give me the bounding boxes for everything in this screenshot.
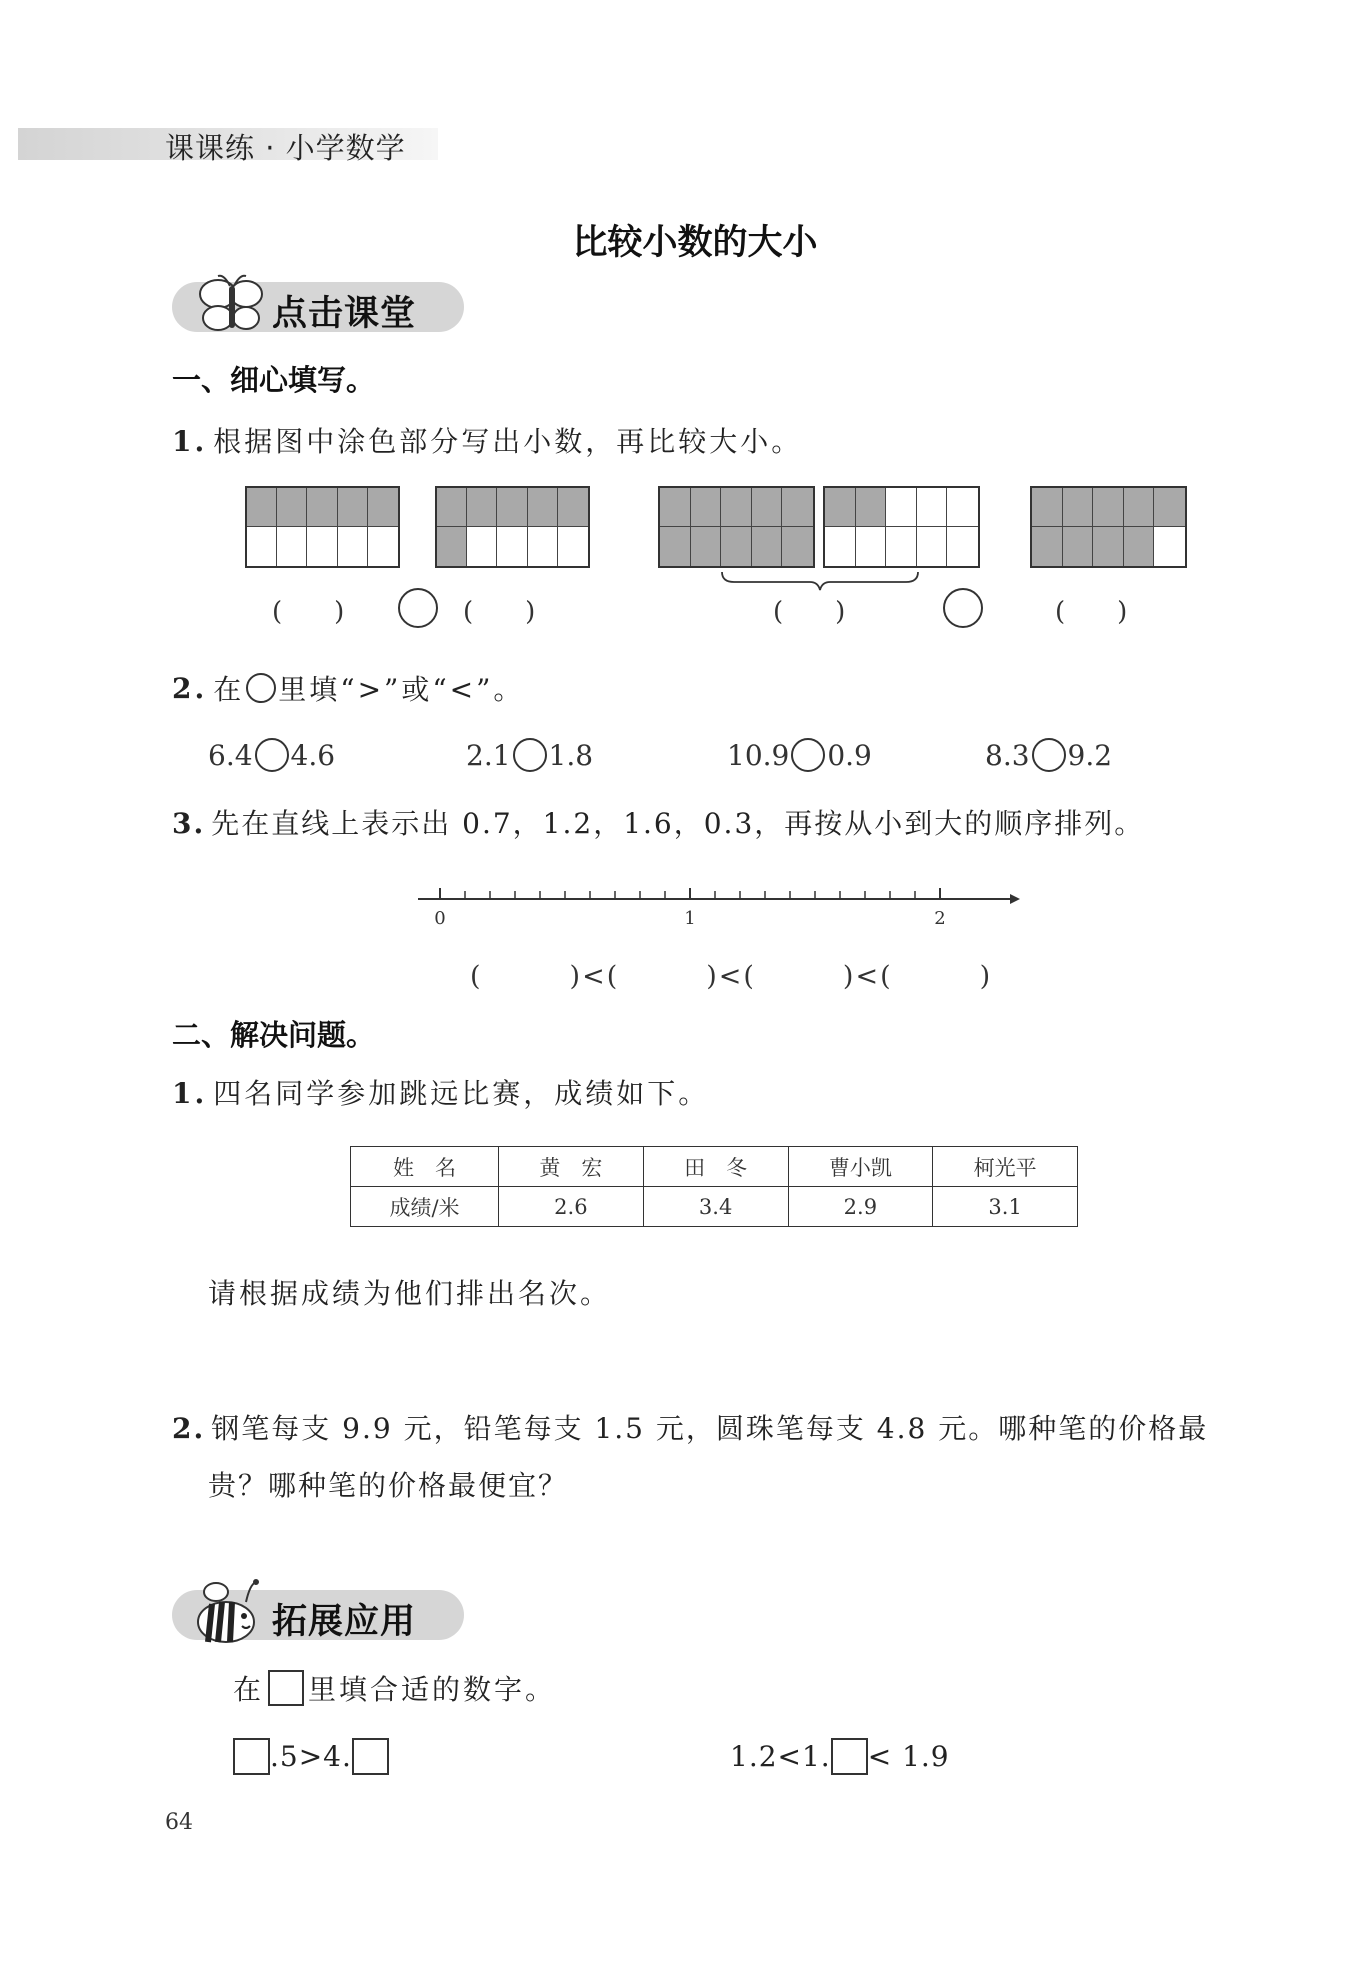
compare-pair: [985, 738, 1112, 772]
compare-right: 4.6: [290, 738, 336, 772]
compare-circle[interactable]: [398, 588, 438, 628]
grid-figure-4: [1030, 486, 1187, 568]
answer-box[interactable]: [831, 1738, 868, 1775]
grid-figure-3a: [658, 486, 815, 568]
answer-blank[interactable]: ( ): [463, 597, 536, 627]
instruction-before: 在: [233, 1673, 265, 1706]
table-cell: 田 冬: [643, 1147, 788, 1187]
question-number: 2.: [172, 1412, 206, 1445]
page-title: 比较小数的大小: [572, 223, 818, 263]
section1-heading: 一、细心填写。: [172, 363, 376, 397]
extend-exercise-2: [730, 1738, 950, 1775]
question-text: 四名同学参加跳远比赛，成绩如下。: [213, 1077, 710, 1110]
compare-circle[interactable]: [1032, 738, 1066, 772]
table-cell: 3.1: [933, 1187, 1078, 1227]
table-cell: 姓 名: [351, 1147, 499, 1187]
table-cell: 2.6: [499, 1187, 644, 1227]
question-number: 2.: [172, 671, 208, 705]
compare-pair: [466, 738, 593, 772]
question-text: 钢笔每支 9.9 元，铅笔每支 1.5 元，圆珠笔每支 4.8 元。哪种笔的价格最: [211, 1412, 1209, 1445]
table-cell: 柯光平: [933, 1147, 1078, 1187]
exercise-text-left: 1.2<1.: [730, 1740, 831, 1773]
table-cell: 3.4: [643, 1187, 788, 1227]
score-table: [350, 1146, 1078, 1227]
order-row[interactable]: ( )<( )<( )<( ): [470, 961, 993, 992]
question-1-1: [172, 420, 802, 460]
circle-symbol-icon: [246, 673, 276, 703]
table-row: [351, 1147, 1078, 1187]
question-2-2: [172, 1407, 1208, 1447]
compare-pair: [208, 738, 335, 772]
followup-text: 请根据成绩为他们排出名次。: [208, 1277, 612, 1310]
answer-blank[interactable]: ( ): [272, 597, 345, 627]
answer-blank[interactable]: ( ): [773, 597, 846, 627]
compare-right: 9.2: [1067, 738, 1113, 772]
compare-circle[interactable]: [255, 738, 289, 772]
axis-label: 2: [934, 908, 946, 929]
instruction-after: 里填合适的数字。: [308, 1673, 557, 1706]
table-row: [351, 1187, 1078, 1227]
compare-left: 10.9: [727, 738, 790, 772]
compare-left: 2.1: [466, 738, 511, 772]
compare-left: 6.4: [208, 738, 253, 772]
section2-heading: 二、解决问题。: [172, 1018, 376, 1052]
compare-circle[interactable]: [791, 738, 825, 772]
exercise-text: .5>4.: [270, 1740, 352, 1773]
butterfly-icon: [196, 272, 268, 338]
book-header: 课课练 · 小学数学: [165, 131, 406, 165]
axis-label: 0: [434, 908, 446, 929]
extend-instruction: [233, 1668, 556, 1708]
exercise-text-right: < 1.9: [867, 1740, 950, 1773]
grid-figure-1: [245, 486, 400, 568]
question-text-before: 在: [213, 673, 245, 706]
brace: [720, 570, 920, 592]
answer-box[interactable]: [352, 1738, 389, 1775]
extend-exercise-1: [233, 1738, 389, 1775]
table-cell: 2.9: [788, 1187, 933, 1227]
number-line: [410, 880, 1020, 930]
answer-blank[interactable]: ( ): [1055, 597, 1128, 627]
answer-box[interactable]: [233, 1738, 270, 1775]
question-2-2-line2: 贵？哪种笔的价格最便宜？: [208, 1469, 569, 1502]
axis-label: 1: [684, 908, 696, 929]
grid-figure-3b: [823, 486, 980, 568]
compare-right: 0.9: [827, 738, 872, 772]
question-2-1: [172, 1072, 709, 1112]
compare-pair: [727, 738, 872, 772]
axis-ticks: [440, 888, 940, 899]
page-number: 64: [165, 1810, 193, 1835]
question-text-after: 里填“>”或“<”。: [278, 673, 525, 706]
table-cell: 曹小凯: [788, 1147, 933, 1187]
class-banner-title: 点击课堂: [272, 294, 417, 334]
question-number: 1.: [172, 1077, 208, 1110]
compare-circle[interactable]: [943, 588, 983, 628]
question-1-2: [172, 668, 524, 708]
question-1-3: [172, 802, 1144, 842]
question-number: 1.: [172, 425, 208, 458]
question-text: 根据图中涂色部分写出小数，再比较大小。: [213, 425, 803, 458]
grid-figure-2: [435, 486, 590, 568]
bee-icon: [186, 1576, 266, 1648]
compare-left: 8.3: [985, 738, 1030, 772]
question-number: 3.: [172, 807, 206, 840]
question-text: 先在直线上表示出 0.7，1.2，1.6，0.3，再按从小到大的顺序排列。: [211, 807, 1145, 840]
table-cell: 黄 宏: [499, 1147, 644, 1187]
square-symbol-icon: [268, 1670, 304, 1706]
table-cell: 成绩/米: [351, 1187, 499, 1227]
compare-circle[interactable]: [513, 738, 547, 772]
compare-right: 1.8: [548, 738, 594, 772]
extend-banner-title: 拓展应用: [272, 1602, 417, 1642]
